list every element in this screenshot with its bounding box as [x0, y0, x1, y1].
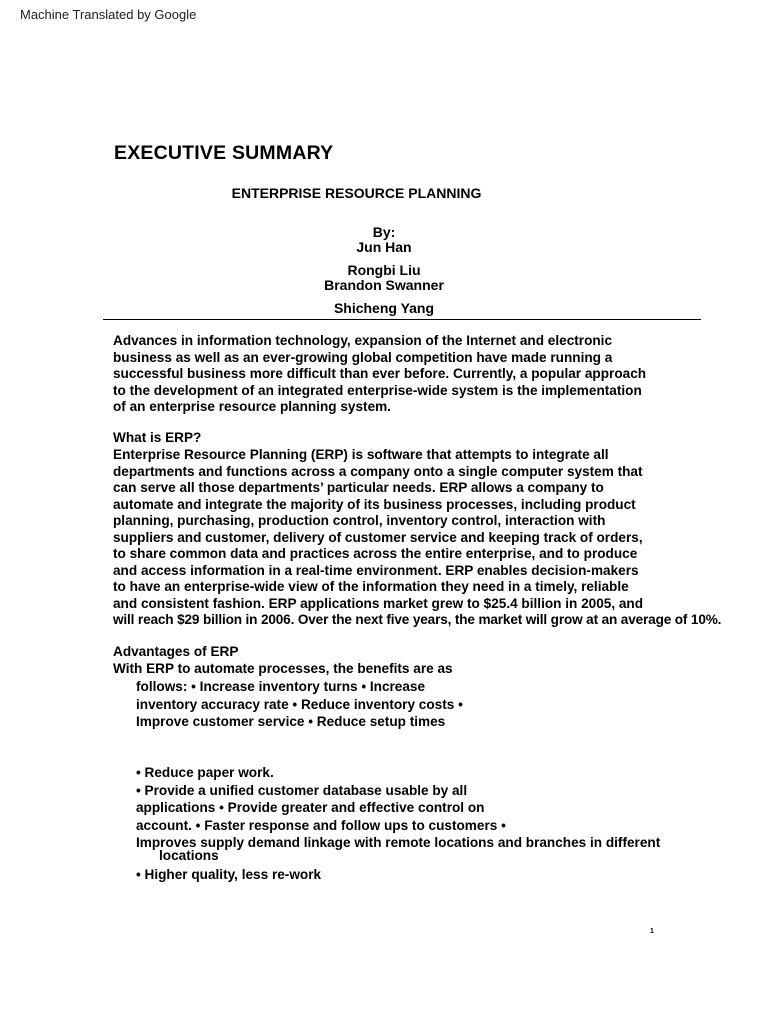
paragraph-line: Advances in information technology, expansion of the Internet and electronic — [113, 333, 613, 348]
benefit-line: Improve customer service • Reduce setup times — [136, 714, 446, 729]
by-label: By: — [372, 224, 396, 240]
benefit-line: • Reduce paper work. — [136, 765, 274, 780]
paragraph-line: of an enterprise resource planning system. — [113, 399, 392, 414]
benefit-line: account. • Faster response and follow ups to customers • — [136, 817, 506, 833]
benefit-line: follows: • Increase inventory turns • Increase — [136, 679, 426, 694]
paragraph-line: will reach $29 billion in 2006. Over the next five years, the market will grow at an average of 10%. — [113, 612, 722, 627]
paragraph-line: and access information in a real-time environment. ERP enables decision-makers — [113, 562, 639, 578]
horizontal-rule — [103, 319, 701, 320]
benefit-line: applications • Provide greater and effective control on — [136, 800, 485, 815]
advantages-intro: With ERP to automate processes, the benefits are as — [113, 661, 453, 676]
benefit-line-continuation: locations — [159, 848, 219, 863]
author-name: Rongbi Liu — [347, 262, 421, 278]
paragraph-line: business as well as an ever-growing global competition have made running a — [113, 349, 613, 365]
benefit-line: • Higher quality, less re-work — [136, 867, 322, 882]
paragraph-line: planning, purchasing, production control, inventory control, interaction with — [113, 513, 606, 528]
paragraph-line: can serve all those departments’ particular needs. ERP allows a company to — [113, 480, 604, 495]
benefit-line: Improves supply demand linkage with remote locations and branches in different — [136, 835, 661, 850]
paragraph-line: automate and integrate the majority of its business processes, including product — [113, 496, 636, 512]
author-name: Brandon Swanner — [324, 277, 444, 293]
document-title: EXECUTIVE SUMMARY — [114, 142, 334, 164]
benefit-line: inventory accuracy rate • Reduce inventory costs • — [136, 696, 463, 712]
paragraph-line: to have an enterprise-wide view of the information they need in a timely, reliable — [113, 579, 629, 594]
benefit-line: • Provide a unified customer database usable by all — [136, 782, 468, 798]
paragraph-line: Enterprise Resource Planning (ERP) is software that attempts to integrate all — [113, 447, 609, 462]
author-name: Shicheng Yang — [333, 300, 435, 316]
machine-translated-label: Machine Translated by Google — [20, 7, 197, 22]
paragraph-line: and consistent fashion. ERP applications market grew to $25.4 billion in 2005, and — [113, 595, 644, 611]
page-number: 1 — [650, 928, 654, 935]
document-subtitle: ENTERPRISE RESOURCE PLANNING — [231, 185, 482, 201]
benefits-list-1 — [136, 678, 463, 731]
what-is-erp-paragraph — [113, 447, 721, 629]
paragraph-line: to share common data and practices across the entire enterprise, and to produce — [113, 546, 638, 561]
benefits-list-2 — [136, 764, 660, 852]
intro-paragraph — [113, 333, 646, 416]
paragraph-line: departments and functions across a company onto a single computer system that — [113, 463, 643, 479]
advantages-heading: Advantages of ERP — [113, 644, 239, 659]
paragraph-line: suppliers and customer, delivery of customer service and keeping track of orders, — [113, 529, 643, 545]
paragraph-line: to the development of an integrated enterprise-wide system is the implementation — [113, 382, 642, 398]
paragraph-line: successful business more difficult than ever before. Currently, a popular approach — [113, 366, 647, 381]
author-name: Jun Han — [356, 239, 412, 255]
what-is-erp-heading: What is ERP? — [113, 430, 202, 445]
